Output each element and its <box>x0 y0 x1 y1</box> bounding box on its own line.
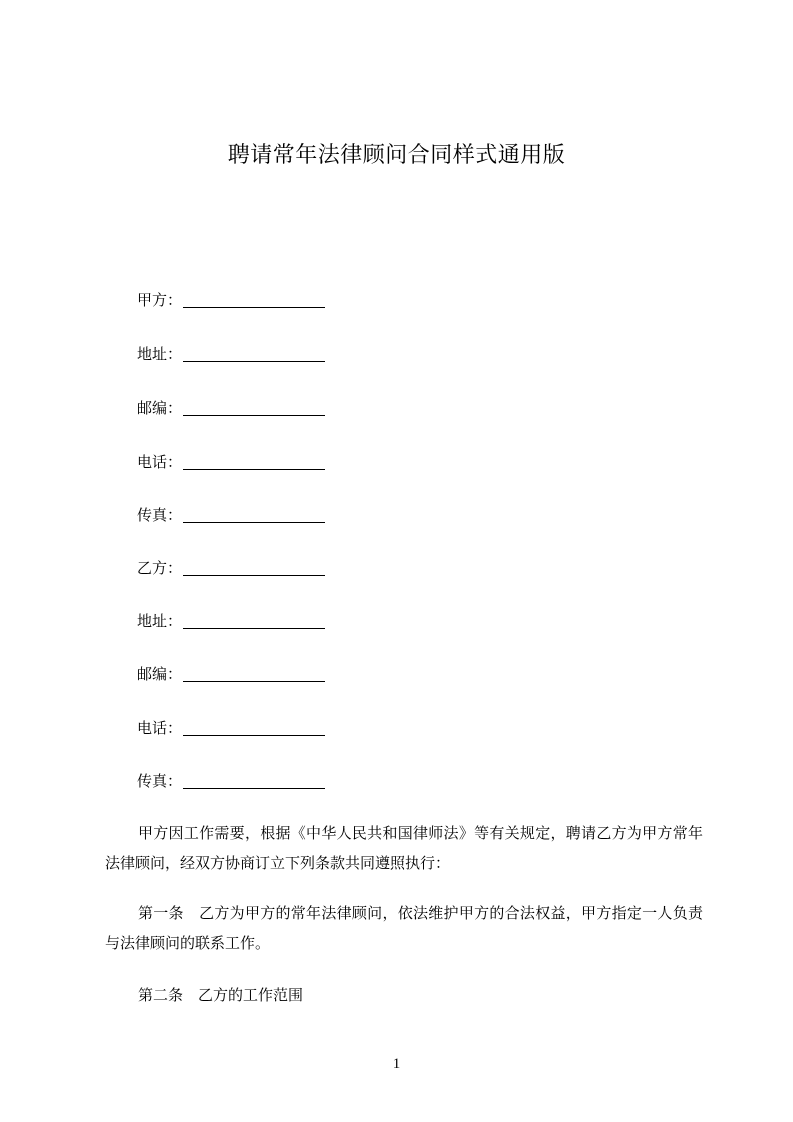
preamble-paragraph: 甲方因工作需要，根据《中华人民共和国律师法》等有关规定，聘请乙方为甲方常年法律顾问，经双方协商订立下列条款共同遵照执行： <box>105 824 703 872</box>
party-a-name-label: 甲方： <box>137 291 183 309</box>
party-b-fax-blank <box>183 772 325 789</box>
party-b-name-field <box>137 557 325 579</box>
article-1-paragraph: 第一条 乙方为甲方的常年法律顾问，依法维护甲方的合法权益，甲方指定一人负责与法律顾问的联系工作。 <box>105 904 703 952</box>
party-a-phone-field <box>137 451 325 473</box>
party-b-postcode-field <box>137 663 325 685</box>
party-a-postcode-field <box>137 397 325 419</box>
party-a-fax-field <box>137 504 325 526</box>
party-b-address-field <box>137 610 325 632</box>
party-b-name-blank <box>183 559 325 576</box>
party-b-name-label: 乙方： <box>137 559 183 577</box>
party-b-address-label: 地址： <box>137 612 183 630</box>
party-a-name-blank <box>183 291 325 308</box>
party-a-address-field <box>137 343 325 365</box>
party-b-phone-blank <box>183 719 325 736</box>
party-b-address-blank <box>183 612 325 629</box>
party-a-phone-label: 电话： <box>137 453 183 471</box>
party-a-fax-blank <box>183 506 325 523</box>
party-a-address-label: 地址： <box>137 345 183 363</box>
party-a-postcode-label: 邮编： <box>137 399 183 417</box>
party-b-postcode-label: 邮编： <box>137 665 183 683</box>
article-2-heading: 第二条 乙方的工作范围 <box>138 986 304 1004</box>
party-b-fax-field <box>137 770 325 792</box>
party-b-phone-label: 电话： <box>137 719 183 737</box>
party-a-address-blank <box>183 345 325 362</box>
document-title: 聘请常年法律顾问合同样式通用版 <box>227 143 566 168</box>
party-b-postcode-blank <box>183 665 325 682</box>
party-a-name-field <box>137 289 325 311</box>
party-a-fax-label: 传真： <box>137 506 183 524</box>
party-a-phone-blank <box>183 453 325 470</box>
party-b-phone-field <box>137 717 325 739</box>
page-number: 1 <box>392 1056 401 1072</box>
party-b-fax-label: 传真： <box>137 772 183 790</box>
party-a-postcode-blank <box>183 399 325 416</box>
